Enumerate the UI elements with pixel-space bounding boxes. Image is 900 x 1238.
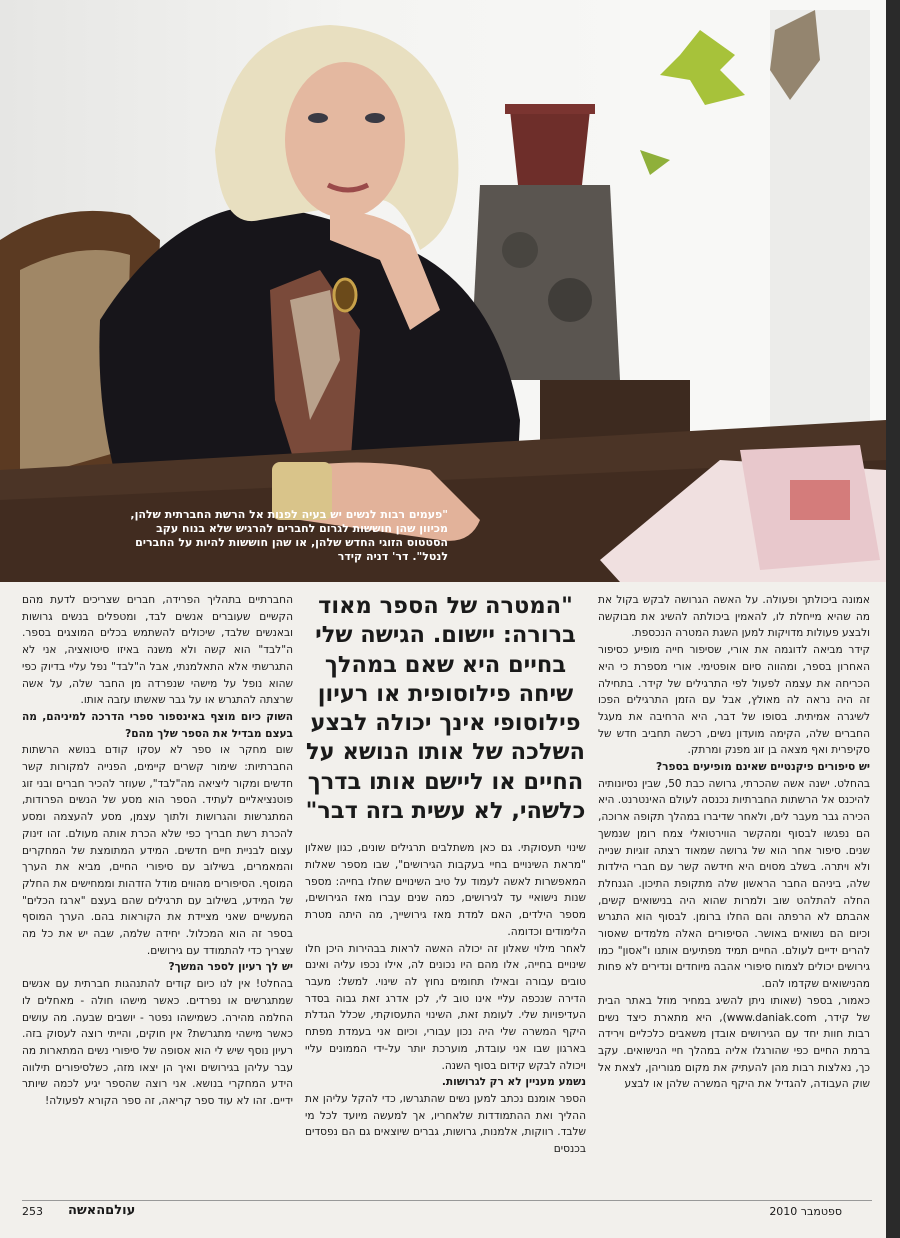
- article-paragraph: החברתיים בתהליך הפרידה, חברים שצריכים לדעת מהם הקשיים שעוברים אנשים לבד, ומטפלים בנשים גרושות ובאנשים שלבד, שיכולים להשתמש בכלים המוצגים בספר. ה"לבד" הוא קשה ולא משנה באיזו סיטואציה, אני לא התגרשתי אלא התאלמנתי, אבל ה"לבד" נפל עליי בדיוק כפי שהוא נופל על מישהי שנפרדה מן החבר שלה, על אשה שרצתה להתגרש או על גבר שאשתו עזבה אותו.: [22, 594, 293, 707]
- article-paragraph: הספר אומנם נכתב למען נשים שהתגרשו, כדי להקל עליהן את ההליך ואת ההתמודדות שלאחריו, אך למעשה מיועד לכל מי שלבד. רווקות, אלמנות, גרושות, גברים שיוצאים גם הם נפסדים בכנסים: [305, 1092, 586, 1156]
- article-paragraph: בהחלט! אין לנו כיום קודים להתנהגות חברתית עם אנשים שמתגרשים או נפרדים. כאשר מישהו חולה - מאחלים לו החלמה מהירה. כשמישהו נפטר - יושבים שבעה. מה עושים כאשר מישהי מתגרשת? אין חוקים, והייתי רוצה לעסוק בזה. רעיון נוסף שיש לי הוא אסופה של סיפורי נשים המתארות מה עבר עליהן בגירושים ואיך הן יצאו מזה, כשלסיפורים תילווה הידע המחקרי בנושא. אני רוצה שהספר יגיע לכמה שיותר ידיים. זהו לא עוד ספר קריאה, זה ספר הקורא לפעולה!: [22, 978, 293, 1108]
- article-paragraph: לאחר מילוי שאלון זה יכולה האשה לראות בבהירות היכן חלו שינויים בחייה, אלו מהם היו נכונים לה, אילו נכפו עליה ואינם טובים עבורה ובאילו תחומים נחוץ לה שינוי. למשל: מעבר הדירה שנכפה עליי אינו טוב לי, לכן אדרג זאת גבוה בסדר העדיפויות שלי. לעומת זאת, השינוי התעסוקתי, שכלל הגדלת היקף המשרה שלי היה נכון עבורי, וכיום אני בעמדת מפתח בארגון שבו אני עובדת, מוערכת יותר על-ידי הממונים עליי ויכולה לבקש קידום בסוף השנה.: [305, 942, 586, 1072]
- article-paragraph: שינוי תעסוקתי. גם כאן משתלבים תרגילים שונים, כגון שאלון "מראת השינויים בחיי בעקבות הגירושים", שבו מספר שאלות המאפשרות לאשה לעמוד על טיב השינויים שחלו בחייה: מספר שנות נישואיי עד לגירושים, כמה שנים עברו מאז הגירושים, מספר הילדים, האם למדת מאז גירושייך, מה היתה מטרת הלימודים וכדומה.: [305, 842, 586, 938]
- interview-question: השוק כיום מוצף באינספור ספרי הדרכה למיניהם, מה בעצם מבדיל את הספר שלך מהם?: [22, 710, 293, 740]
- portrait-photo: [0, 0, 886, 582]
- article-paragraph: קידר מביאה לדוגמה את אורי, שסיפור חייה מופיע כסיפור האחרון בספר, ומהווה סיום אופטימי. אורי מספרת כי היא הכריחה את עצמה לפעול לפי התרגילים של קידר. בתחילה זה היה נראה לה מאולץ, אבל עם הזמן התרגילים הפכו לשיגרה אמיתית. בסופו של דבר, היא הרחיבה את מעגל החברים שלה, הקימה מועדון נשים, רכשה תחביב חדש של סקיפרית ואף מצאה בן זוג מפנק ומרתק.: [598, 644, 870, 757]
- magazine-name: עולםהאשה: [68, 1203, 136, 1218]
- page-number: 253: [22, 1205, 43, 1218]
- interview-question: נשמע מעניין לא רק לגרושות.: [441, 1076, 586, 1089]
- article-paragraph: בהחלט. ישנה אשה שהכרתי, גרושה כבת 50, שבין נסיונותיה להיכנס אל הרשתות החברתיות נכנסה לעולם האינטרנט. היא הכירה גבר מעבר לים, ולאחר שדיברו במהלך תקופה ארוכה, הם נפגשו לבסוף ומהקשר הווירטואלי צמח רומן שנמשך שנים. סיפור אחר הוא של גרושה שמאוד רצתה זוגיות שנייה ולא ויתרה. בשלב מסוים היא חידשה קשר עם חברי הילדות שלה, ביניהם החבר הראשון שלה מתקופת התיכון. הגנחלת החלה להתלהט שוב ולמרות שהוא היה בנישואים קשים, אהבתם לא הרפתה והם החלו ברומן. לבסוף הוא התגרש וכיום הם נשואים באושר. הסיפורים האלה מלמדים שאסור להרים ידיים לעולם. החיים תמיד מפתיעים אותנו ו"אסון" כמו גירושים יכולים לצמוח סיפורי אהבה מיוחדים ונדירים לא פחות מהנישואים שקדמו להם.: [598, 777, 871, 991]
- interview-question: יש סיפורים פיקנטיים שאינם מופיעים בספר?: [655, 761, 870, 774]
- interview-question: יש לך רעיון לספר המשך?: [168, 961, 293, 974]
- article-column-left: [22, 592, 293, 1110]
- pull-quote: "המטרה של הספר מאוד ברורה: יישום. הגישה שלי בחיים היא שאם במהלך שיחה פילוסופית או רעיון פילוסופי אינך יכולה לבצע השלכה של אותו הנושא על החיים או ליישם אותו בדרך כלשהי, לא עשית בזה דבר": [305, 593, 586, 825]
- page-footer: [22, 1200, 872, 1221]
- portrait-illustration: [0, 0, 886, 582]
- article-paragraph: כאמור, בספר (שאותו ניתן להשיג במחיר מוזל באתר הבית של קידר, www.daniak.com), היא מתארת כיצד נשים רבות חוות יחד עם הגירושים אובדן משאבים כלכליים וירידה ברמת החיים כפי שהורגלו אליה במהלך חיי הנישואים. עקב כך, נאלצות רבות מהן להעתיק את מקום מגוריהן, לצאת אל שוק העבודה, להגדיל את היקף המשרה שלהן או לבצע: [598, 994, 871, 1091]
- article-paragraph: אמונה ביכולתך ופעולה. על האשה הגרושה לבקש בקול את מה שהיא מייחלת לו, להאמין ביכולתה להשיג את מבוקשה ולבצע פעולות מדויקות למען השגת המטרה הנכספת.: [598, 594, 870, 640]
- article-column-right: [598, 592, 870, 1093]
- article-paragraph: שום מחקר או ספר לא עסקו קודם בנושא הרשתות החברתיות: שימור קשרים קיימים, הפנייה למקורות קשר חדשים ומקור ליציאה מה"לבד", שעוזר להכיר חברים ובני זוג פוטנציאליים לעתיד. הספר הוא מסע של הנשים הפרודות, המתגרשות והגרושות ולתוך עצמן, מסע להעצמה ומסע להכרת רשת חבריך כפי שלא הכרת אותה מעולם. זהו זינוק עצום לבניית חיים חדשים. המידע המתומצת של המחקרים והמאמרים, בשילוב עם סיפורי החיים, מביא את הערך המוסף. הסיפורים מהווים מודל הזדהות וממחישים את החלק של המידע, בשילוב עם תרגילים שהם בעצם "ארגז הכלים" המעשיים שאני מציידת את הקוראות בהם. הערך המוסף בספר זה הוא המכלול. יחידה שלמה, שבה יש את כל מה שצריך כדי להתמודד עם גירושים.: [22, 744, 293, 957]
- page-edge: [886, 0, 900, 1238]
- article-column-middle: [305, 592, 586, 1158]
- photo-caption: "פעמים רבות לנשים יש בעיה לפנות אל הרשת החברתית שלהן, מכיוון שהן חוששות לגרום לחברים להרגיש שלא בנוח עקב הסטטוס הזוגי החדש שלהן, או שהן חוששות להיות על החברים לנטל". דר' דניה קידר: [130, 508, 448, 563]
- issue-date: ספטמבר 2010: [769, 1205, 842, 1218]
